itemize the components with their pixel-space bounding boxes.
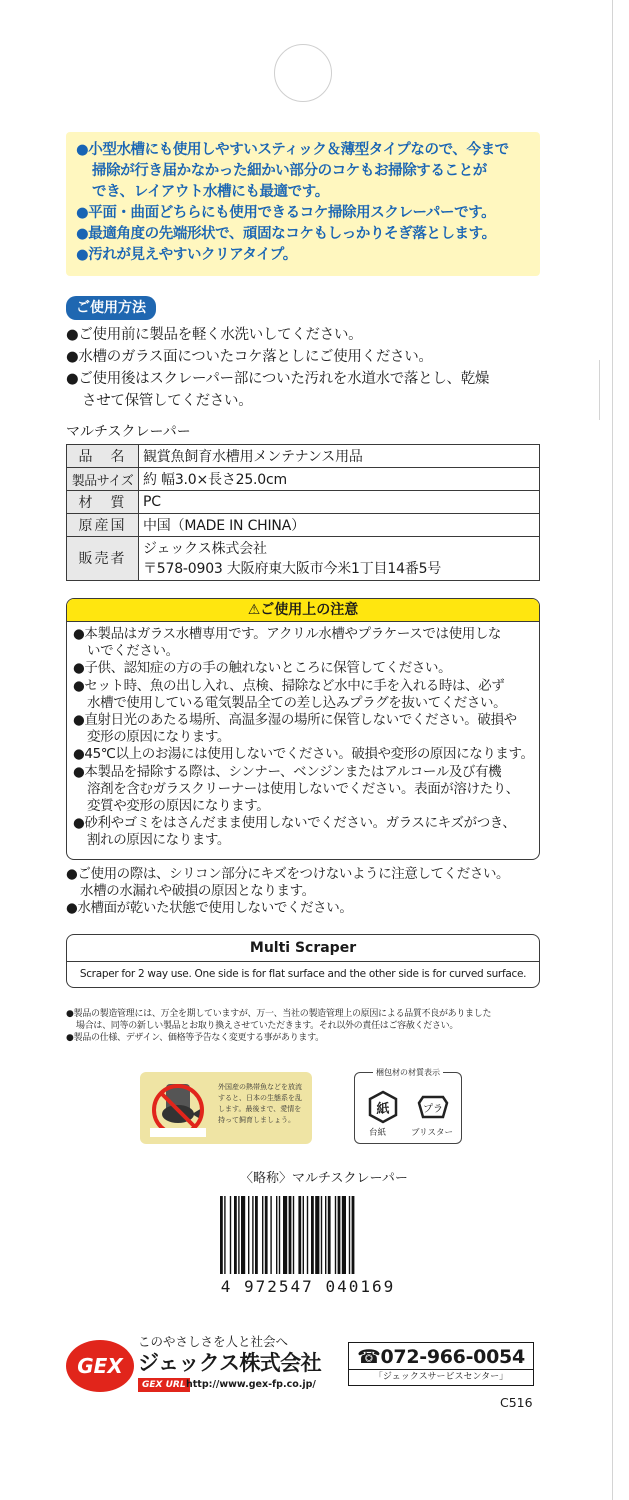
usage-line: ●水槽のガラス面についたコケ落としにご使用ください。 <box>66 349 433 365</box>
caution-line: いでください。 <box>87 643 179 660</box>
usage-line: ●ご使用前に製品を軽く水洗いしてください。 <box>66 327 363 343</box>
gex-logo: GEX <box>66 1340 134 1392</box>
english-box <box>66 934 540 988</box>
fine-line: ●製品の製造管理には、万全を期していますが、万一、当社の製造管理上の原因による品質不良がありました <box>66 1009 492 1019</box>
packaging-material-box <box>354 1068 462 1144</box>
svg-text:プラ: プラ <box>423 1104 443 1115</box>
spec-key: 品 名 <box>67 445 139 468</box>
spec-table <box>66 444 540 581</box>
spec-key: 原産国 <box>67 514 139 537</box>
seller-name: ジェックス株式会社 <box>143 540 267 557</box>
fish-release-warning <box>140 1072 312 1144</box>
usage-line: させて保管してください。 <box>82 393 253 409</box>
english-title: Multi Scraper <box>67 935 539 962</box>
features-panel <box>66 132 540 276</box>
caution-line: ●45℃以上のお湯には使用しないでください。破損や変形の原因になります。 <box>73 746 534 763</box>
spec-value: 観賞魚飼育水槽用メンテナンス用品 <box>139 445 540 468</box>
usage-line: ●ご使用後はスクレーパー部についた汚れを水道水で落とし、乾燥 <box>66 371 490 387</box>
english-text: Scraper for 2 way use. One side is for flat surface and the other side is for curved surface. <box>79 968 527 980</box>
product-name: マルチスクレーパー <box>66 424 191 440</box>
caution-line: 割れの原因になります。 <box>87 832 231 849</box>
caution-line: ●直射日光のあたる場所、高温多湿の場所に保管しないでください。破損や <box>73 712 517 729</box>
spec-row <box>67 537 540 581</box>
spec-value: 中国（MADE IN CHINA） <box>139 514 540 537</box>
barcode-number: 4 972547 040169 <box>220 1277 396 1296</box>
spec-key: 材 質 <box>67 491 139 514</box>
extra-line: ●水槽面が乾いた状態で使用しないでください。 <box>66 900 353 917</box>
feature-line: 掃除が行き届かなかった細かい部分のコケもお掃除することが <box>92 163 487 179</box>
url-tag: GEX URL <box>138 1378 190 1392</box>
fine-line: 場合は、同等の新しい製品とお取り換えさせていただきます。それ以外の責任はご容赦ください。 <box>76 1021 459 1031</box>
extra-notes <box>66 866 566 918</box>
caution-line: 変質や変形の原因になります。 <box>87 798 270 815</box>
svg-text:紙: 紙 <box>376 1102 390 1117</box>
brand-block <box>66 1334 356 1394</box>
plastic-recycle-icon <box>415 1089 451 1125</box>
abbreviated-name: 〈略称〉マルチスクレーパー <box>240 1171 408 1186</box>
service-center: 「ジェックスサービスセンター」 <box>349 1369 533 1384</box>
brand-tagline: このやさしさを人と社会へ <box>138 1334 289 1349</box>
caution-title: ⚠ご使用上の注意 <box>67 599 539 622</box>
caution-line: ●セット時、魚の出し入れ、点検、掃除など水中に手を入れる時は、必ず <box>73 677 505 694</box>
seller-address: 〒578-0903 大阪府東大阪市今米1丁目14番5号 <box>143 560 442 577</box>
paper-label: 台紙 <box>369 1128 387 1138</box>
feature-line: ●小型水槽にも使用しやすいスティック＆薄型タイプなので、今まで <box>76 142 509 158</box>
caution-line: 変形の原因になります。 <box>87 729 231 746</box>
company-name: ジェックス株式会社 <box>138 1351 321 1375</box>
usage-title: ご使用方法 <box>66 296 156 320</box>
paper-recycle-icon <box>365 1089 401 1125</box>
feature-line: ●平面・曲面どちらにも使用できるコケ掃除用スクレーパーです。 <box>76 205 496 221</box>
usage-list <box>66 324 566 412</box>
extra-line: 水槽の水漏れや破損の原因となります。 <box>80 883 315 900</box>
feature-line: ●汚れが見えやすいクリアタイプ。 <box>76 247 297 263</box>
spec-value <box>139 537 540 581</box>
feature-line: ●最適角度の先端形状で、頑固なコケもしっかりそぎ落とします。 <box>76 226 496 242</box>
spec-key: 販売者 <box>67 537 139 581</box>
spec-row <box>67 468 540 491</box>
spec-value: 約 幅3.0×長さ25.0cm <box>139 468 540 491</box>
spec-value: PC <box>139 491 540 514</box>
plastic-label: ブリスター <box>411 1128 453 1138</box>
contact-box <box>348 1342 534 1386</box>
company-url: http://www.gex-fp.co.jp/ <box>186 1379 316 1390</box>
hang-hole <box>274 44 332 102</box>
feature-line: でき、レイアウト水槽にも最適です。 <box>92 184 329 200</box>
no-release-sign-icon <box>148 1078 208 1138</box>
spec-row <box>67 514 540 537</box>
caution-line: 水槽で使用している電気製品全ての差し込みプラグを抜いてください。 <box>87 694 507 711</box>
fish-warning-text: 外国産の熱帯魚などを放流すると、日本の生態系を乱します。最後まで、愛情を持って飼育しましょう。 <box>218 1083 302 1124</box>
package-notch <box>599 360 613 420</box>
package-edge <box>612 0 613 1500</box>
spec-row <box>67 445 540 468</box>
extra-line: ●ご使用の際は、シリコン部分にキズをつけないように注意してください。 <box>66 866 510 882</box>
fine-print <box>66 1008 546 1044</box>
caution-box <box>66 598 540 860</box>
caution-line: 溶剤を含むガラスクリーナーは使用しないでください。表面が溶けたり、 <box>87 780 519 797</box>
spec-key: 製品サイズ <box>67 468 139 491</box>
caution-line: ●子供、認知症の方の手の触れないところに保管してください。 <box>73 660 452 677</box>
caution-line: ●本製品を掃除する際は、シンナー、ベンジンまたはアルコール及び有機 <box>73 763 502 780</box>
phone-number: ☎072-966-0054 <box>357 1346 525 1368</box>
caution-line: ●本製品はガラス水槽専用です。アクリル水槽やプラケースでは使用しな <box>73 626 502 642</box>
caution-line: ●砂利やゴミをはさんだまま使用しないでください。ガラスにキズがつき、 <box>73 815 516 832</box>
packaging-title: 梱包材の材質表示 <box>355 1067 461 1079</box>
fine-line: ●製品の仕様、デザイン、価格等予告なく変更する事があります。 <box>66 1033 324 1043</box>
caution-list <box>67 622 539 854</box>
product-code: C516 <box>500 1395 533 1410</box>
spec-row <box>67 491 540 514</box>
